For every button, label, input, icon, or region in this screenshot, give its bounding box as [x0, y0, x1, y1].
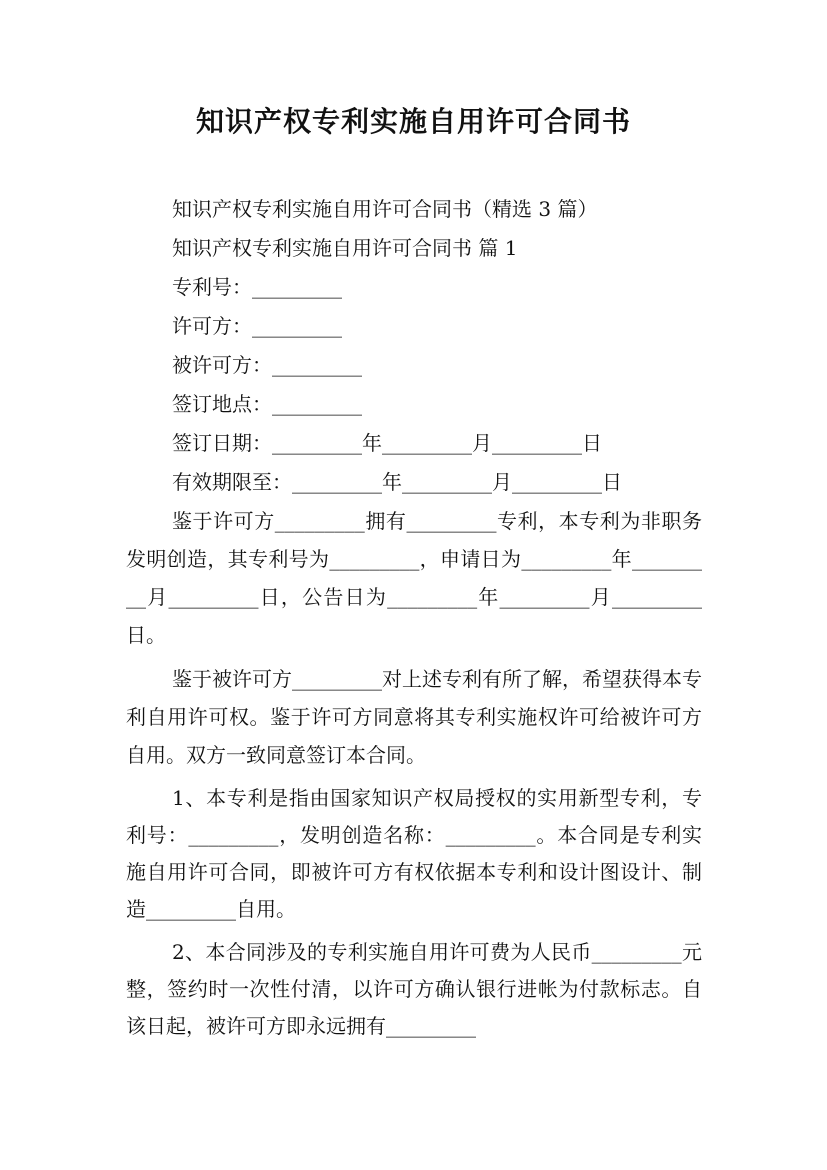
field-licensor: 许可方：_________ — [172, 314, 342, 338]
field-sign-date: 签订日期：_________年_________月_________日 — [172, 431, 602, 455]
document-body — [126, 190, 702, 1045]
paragraph-licensor-patent: 鉴于许可方_________拥有_________专利，本专利为非职务发明创造，其专利号为_________，申请日为_________年_________月_________日，公告日为_________年_________月_________日。 — [126, 509, 702, 647]
field-licensee: 被许可方：_________ — [172, 353, 362, 377]
section-heading: 知识产权专利实施自用许可合同书 篇 1 — [172, 236, 518, 260]
field-sign-place: 签订地点：_________ — [172, 392, 362, 416]
clause-2: 2、本合同涉及的专利实施自用许可费为人民币_________元整，签约时一次性付清，以许可方确认银行进帐为付款标志。自该日起，被许可方即永远拥有_________ — [126, 940, 702, 1038]
field-patent-no: 专利号：_________ — [172, 275, 342, 299]
field-valid-until: 有效期限至：_________年_________月_________日 — [172, 470, 622, 494]
document-subtitle: 知识产权专利实施自用许可合同书（精选 3 篇） — [172, 197, 598, 221]
paragraph-licensee-intent: 鉴于被许可方_________对上述专利有所了解，希望获得本专利自用许可权。鉴于许可方同意将其专利实施权许可给被许可方自用。双方一致同意签订本合同。 — [126, 667, 702, 767]
clause-1: 1、本专利是指由国家知识产权局授权的实用新型专利，专利号：_________，发明创造名称：_________。本合同是专利实施自用许可合同，即被许可方有权依据本专利和设计图设计、制造_________自用。 — [126, 786, 702, 921]
document-title: 知识产权专利实施自用许可合同书 — [195, 105, 631, 138]
